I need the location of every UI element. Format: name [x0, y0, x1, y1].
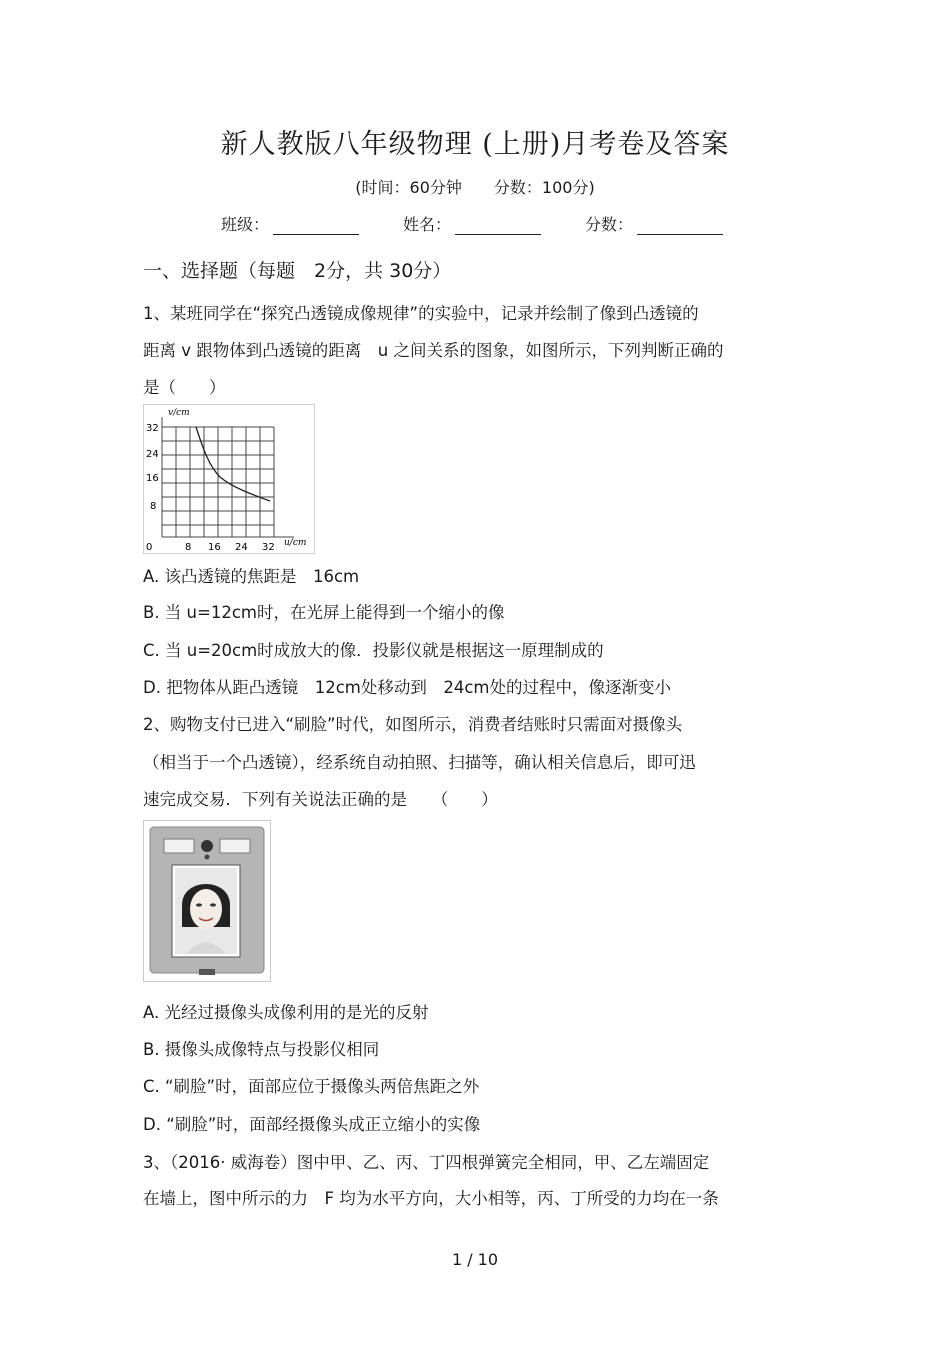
q1-option-a: A. 该凸透镜的焦距是 16cm — [143, 567, 360, 586]
x-tick: 16 — [208, 542, 221, 553]
class-field — [221, 212, 359, 235]
class-label: 班级： — [221, 215, 270, 234]
y-tick: 8 — [150, 501, 157, 512]
q1-option-b: B. 当 u=12cm时，在光屏上能得到一个缩小的像 — [143, 603, 505, 622]
q2-option-c: C. “刷脸”时，面部应位于摄像头两倍焦距之外 — [143, 1077, 480, 1096]
x-tick: 24 — [235, 542, 248, 553]
y-tick: 16 — [146, 473, 159, 484]
q1-option-d: D. 把物体从距凸透镜 12cm处移动到 24cm处的过程中，像逐渐变小 — [143, 678, 671, 697]
q2-option-d: D. “刷脸”时，面部经摄像头成正立缩小的实像 — [143, 1115, 481, 1134]
q3-text-line2: 在墙上，图中所示的力 F 均为水平方向，大小相等，丙、丁所受的力均在一条 — [143, 1189, 719, 1208]
face — [190, 889, 222, 929]
score-label: 分数： — [585, 215, 634, 234]
section-heading: 一、选择题（每题 2分，共 30分） — [143, 260, 452, 282]
x-tick: 32 — [262, 542, 275, 553]
q1-text-line3: 是（ ） — [143, 378, 226, 397]
face-pay-device-image — [144, 821, 270, 981]
score-blank — [637, 216, 723, 235]
device-base — [199, 969, 215, 975]
v-u-curve — [196, 427, 270, 501]
device-sensor-left — [164, 839, 194, 853]
page-number: 1 / 10 — [451, 1250, 499, 1269]
x-axis-label: u/cm — [284, 538, 307, 548]
q3-text-line1: 3、（2016· 威海卷）图中甲、乙、丙、丁四根弹簧完全相同，甲、乙左端固定 — [143, 1153, 710, 1172]
name-blank — [455, 216, 541, 235]
graph-grid — [162, 417, 294, 537]
x-tick: 0 — [146, 542, 153, 553]
y-tick: 32 — [146, 423, 159, 434]
q2-option-b: B. 摄像头成像特点与投影仪相同 — [143, 1040, 380, 1059]
exam-meta: (时间：60分钟 分数：100分) — [355, 178, 595, 197]
score-field — [585, 212, 723, 235]
page-title: 新人教版八年级物理 (上册)月考卷及答案 — [220, 129, 730, 160]
q2-text-line2: （相当于一个凸透镜），经系统自动拍照、扫描等，确认相关信息后，即可迅 — [143, 753, 696, 772]
camera-icon — [201, 840, 213, 852]
x-tick: 8 — [185, 542, 192, 553]
q2-text-line1: 2、购物支付已进入“刷脸”时代，如图所示，消费者结账时只需面对摄像头 — [143, 715, 683, 734]
q2-text-line3: 速完成交易．下列有关说法正确的是 （ ） — [143, 790, 498, 809]
q2-option-a: A. 光经过摄像头成像利用的是光的反射 — [143, 1003, 429, 1022]
v-u-graph-figure — [143, 404, 315, 554]
q1-text-line2: 距离 v 跟物体到凸透镜的距离 u 之间关系的图象，如图所示，下列判断正确的 — [143, 341, 724, 360]
device-sensor-right — [220, 839, 250, 853]
class-blank — [273, 216, 359, 235]
q1-option-c: C. 当 u=20cm时成放大的像．投影仪就是根据这一原理制成的 — [143, 641, 604, 660]
face-pay-device-figure — [143, 820, 271, 982]
y-axis-label: v/cm — [168, 408, 190, 418]
q1-text-line1: 1、某班同学在“探究凸透镜成像规律”的实验中，记录并绘制了像到凸透镜的 — [143, 304, 699, 323]
name-label: 姓名： — [403, 215, 452, 234]
v-u-graph — [144, 405, 314, 553]
name-field — [403, 212, 541, 235]
y-tick: 24 — [146, 449, 159, 460]
